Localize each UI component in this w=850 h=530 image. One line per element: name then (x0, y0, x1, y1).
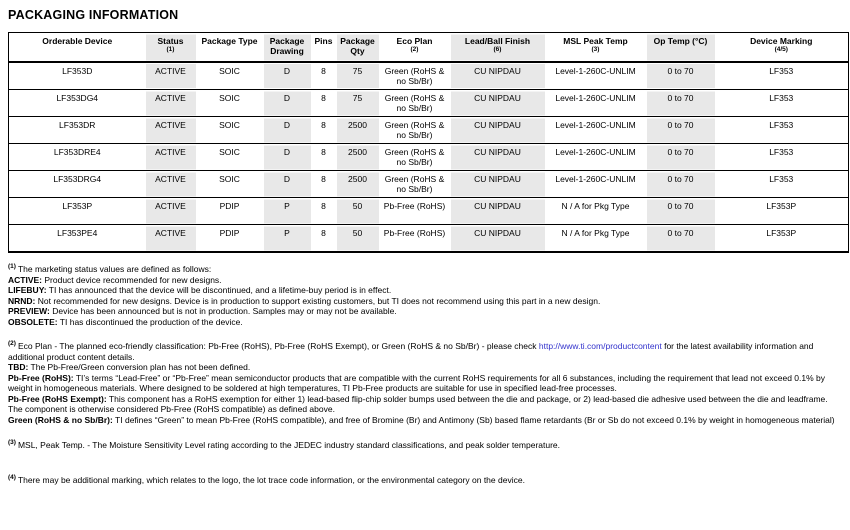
table-row (9, 144, 849, 171)
footnote-text: TBD: (8, 362, 29, 372)
footnote-text: TI defines “Green” to mean Pb-Free (RoHS compatible), and free of Bromine (Br) and Antimony (Sb) based flame retardants (Br or Sb do not exceed 0.1% by weight in homogeneous material) (112, 414, 835, 425)
footnote-marker: (1) (8, 263, 16, 270)
table-cell: ACTIVE (146, 144, 196, 171)
footnotes (8, 264, 844, 485)
page-title: PACKAGING INFORMATION (8, 8, 179, 22)
table-cell: Green (RoHS & no Sb/Br) (379, 144, 451, 171)
table-cell: Pb-Free (RoHS) (379, 198, 451, 225)
footnote-paragraph (8, 306, 844, 317)
column-header-label: MSL Peak Temp (563, 36, 628, 46)
table-cell: Green (RoHS & no Sb/Br) (379, 117, 451, 144)
table-cell: ACTIVE (146, 117, 196, 144)
table-row (9, 225, 849, 253)
table-cell: 75 (337, 62, 379, 90)
footnote-paragraph (8, 341, 844, 362)
table-cell: ACTIVE (146, 225, 196, 253)
table-cell: LF353 (769, 66, 794, 76)
footnote-text: Pb-Free (RoHS Exempt): (8, 393, 107, 404)
table-cell: Level-1-260C-UNLIM (545, 90, 647, 117)
table-cell: P (264, 225, 311, 253)
table-cell: LF353D (62, 66, 93, 76)
footnote-text: TI’s terms “Lead-Free” or “Pb-Free” mean semiconductor products that are compatible with the current RoHS requirements for all 6 substances, including the requirement that lead not exceed 0.1% by weight in homogeneous materials. Where designed to be soldered at high temperatures, TI Pb-Free products are suitable for use in specified lead-free processes. (8, 372, 825, 393)
footnote-text: for the latest availability information and additional product content details. (8, 341, 814, 362)
column-header-label: Status (157, 36, 184, 46)
footnote-marker: (2) (8, 340, 16, 347)
table-cell: LF353DRG4 (9, 171, 146, 198)
column-header-footnote-ref: (6) (493, 46, 502, 53)
footnote-text: There may be additional marking, which relates to the logo, the lot trace code information, or the environmental category on the device. (17, 474, 525, 485)
footnote-text: MSL, Peak Temp. - The Moisture Sensitivity Level rating according to the JEDEC industry standard classifications, and peak solder temperature. (17, 440, 561, 450)
table-cell: 0 to 70 (647, 62, 715, 90)
footnote-paragraph (8, 440, 844, 451)
column-header-op-temp-c (647, 33, 715, 63)
table-cell: SOIC (196, 90, 264, 117)
table-cell: ACTIVE (146, 198, 196, 225)
table-cell: 0 to 70 (647, 144, 715, 171)
footnote-paragraph (8, 394, 844, 415)
footnote-paragraph (8, 296, 844, 307)
table-cell: PDIP (196, 225, 264, 253)
column-header-footnote-ref: (1) (166, 46, 175, 53)
column-header-label: Device Marking (750, 36, 813, 46)
footnote-paragraph (8, 285, 844, 296)
product-content-link[interactable]: http://www.ti.com/productcontent (538, 341, 662, 351)
column-header-package-type (196, 33, 264, 63)
footnote-marker: (3) (8, 439, 16, 446)
table-cell: SOIC (196, 171, 264, 198)
table-cell: 8 (311, 144, 337, 171)
footnote-text: OBSOLETE: (8, 316, 58, 327)
table-cell: LF353P (9, 198, 146, 225)
column-header-footnote-ref: (2) (410, 46, 419, 53)
table-cell: LF353DG4 (9, 90, 146, 117)
table-cell: 8 (311, 225, 337, 253)
column-header-lead-ball-finish (451, 33, 545, 63)
column-header-device-marking (715, 33, 849, 63)
table-cell: N / A for Pkg Type (545, 225, 647, 253)
table-cell: CU NIPDAU (451, 225, 545, 253)
column-header-label: Orderable Device (42, 36, 113, 46)
column-header-status (146, 33, 196, 63)
table-cell: 0 to 70 (647, 90, 715, 117)
table-cell: 8 (311, 117, 337, 144)
table-cell: Level-1-260C-UNLIM (555, 66, 636, 76)
table-cell: LF353DRE4 (9, 144, 146, 171)
column-header-label: Package Drawing (269, 36, 305, 56)
footnote-text: NRND: (8, 295, 36, 306)
table-cell: P (264, 198, 311, 225)
table-cell: 8 (311, 171, 337, 198)
footnote-paragraph (8, 362, 844, 373)
footnote-text: TI has announced that the device will be discontinued, and a lifetime-buy period is in effect. (46, 285, 392, 295)
footnote-text: Green (RoHS & no Sb/Br): (8, 414, 113, 425)
footnote-text: The marketing status values are defined as follows: (17, 264, 212, 274)
column-header-label: Package Qty (340, 36, 375, 56)
packaging-table (8, 32, 849, 253)
table-cell: LF353P (715, 225, 849, 253)
table-cell: LF353 (715, 144, 849, 171)
column-header-label: Package Type (201, 36, 258, 46)
table-cell: ACTIVE (146, 171, 196, 198)
table-cell: CU NIPDAU (451, 144, 545, 171)
footnote-text: The Pb-Free/Green conversion plan has not been defined. (28, 362, 251, 372)
table-cell: 8 (311, 90, 337, 117)
table-cell: LF353 (715, 117, 849, 144)
table-cell: Pb-Free (RoHS) (379, 225, 451, 253)
column-header-package-drawing (264, 33, 311, 63)
table-cell: 2500 (337, 171, 379, 198)
table-cell: 50 (337, 225, 379, 253)
table-cell: D (264, 90, 311, 117)
footnote-paragraph (8, 475, 844, 486)
footnote-paragraph (8, 275, 844, 286)
footnote-text: Device has been announced but is not in production. Samples may or may not be available. (49, 306, 397, 316)
table-cell: 8 (311, 198, 337, 225)
table-header (9, 33, 849, 63)
footnote-2 (8, 341, 844, 425)
table-row (9, 198, 849, 225)
footnote-text: PREVIEW: (8, 306, 50, 316)
table-cell: CU NIPDAU (451, 90, 545, 117)
footnote-text: TI has discontinued the production of the device. (57, 316, 243, 327)
table-cell: 0 to 70 (647, 198, 715, 225)
column-header-msl-peak-temp (545, 33, 647, 63)
table-row (9, 117, 849, 144)
footnote-paragraph (8, 373, 844, 394)
table-row (9, 171, 849, 198)
column-header-footnote-ref: (4/5) (774, 46, 788, 53)
footnote-paragraph (8, 264, 844, 275)
column-header-eco-plan (379, 33, 451, 63)
table-cell: Level-1-260C-UNLIM (545, 117, 647, 144)
table-cell: Level-1-260C-UNLIM (545, 144, 647, 171)
table-cell: SOIC (196, 144, 264, 171)
table-cell: 75 (337, 90, 379, 117)
table-cell: D (264, 144, 311, 171)
header-row (9, 33, 849, 63)
footnote-paragraph (8, 317, 844, 328)
footnote-text: ACTIVE: (8, 274, 42, 285)
table-cell: ACTIVE (146, 90, 196, 117)
footnote-text: Eco Plan - The planned eco-friendly classification: Pb-Free (RoHS), Pb-Free (RoHS Exempt), or Green (RoHS & no Sb/Br) - please check (17, 341, 539, 351)
table-cell: LF353PE4 (9, 225, 146, 253)
footnote-text: Not recommended for new designs. Device is in production to support existing customers, but TI does not recommend using this part in a new design. (35, 295, 601, 306)
table-cell: 0 to 70 (647, 117, 715, 144)
column-header-label: Op Temp (°C) (653, 36, 708, 46)
footnote-3 (8, 440, 844, 451)
table-cell: Green (RoHS & no Sb/Br) (379, 90, 451, 117)
table-cell: CU NIPDAU (451, 62, 545, 90)
table-cell: CU NIPDAU (451, 198, 545, 225)
footnote-text: This component has a RoHS exemption for either 1) lead-based flip-chip solder bumps used between the die and package, or 2) lead-based die adhesive used between the die and leadframe. The component is otherwise considered Pb-Free (RoHS compatible) as defined above. (8, 393, 828, 414)
table-row (9, 62, 849, 90)
table-cell: SOIC (196, 117, 264, 144)
column-header-package-qty (337, 33, 379, 63)
column-header-orderable-device (9, 33, 146, 63)
footnote-paragraph (8, 415, 844, 426)
table-cell: N / A for Pkg Type (545, 198, 647, 225)
footnote-1 (8, 264, 844, 327)
table-cell: CU NIPDAU (451, 117, 545, 144)
table-cell: LF353 (715, 171, 849, 198)
table-cell: PDIP (196, 198, 264, 225)
table-row (9, 90, 849, 117)
table-cell: 0 to 70 (647, 225, 715, 253)
table-body (9, 62, 849, 252)
table-cell: CU NIPDAU (451, 171, 545, 198)
table-cell: LF353DR (9, 117, 146, 144)
footnote-4 (8, 475, 844, 486)
table-cell: 2500 (337, 117, 379, 144)
footnote-marker: (4) (8, 473, 16, 481)
table-cell: 2500 (337, 144, 379, 171)
column-header-label: Pins (314, 36, 333, 46)
table-cell: LF353P (715, 198, 849, 225)
column-header-footnote-ref: (3) (591, 46, 600, 53)
column-header-label: Eco Plan (396, 36, 433, 46)
table-cell: 8 (321, 66, 326, 76)
table-cell: Level-1-260C-UNLIM (545, 171, 647, 198)
table-cell: Green (RoHS & no Sb/Br) (379, 171, 451, 198)
table-cell: 0 to 70 (647, 171, 715, 198)
table-cell: ACTIVE (146, 62, 196, 90)
table-cell: 50 (337, 198, 379, 225)
table-cell: Green (RoHS & no Sb/Br) (384, 66, 445, 86)
footnote-text: Product device recommended for new designs. (42, 274, 222, 285)
table-cell: D (264, 171, 311, 198)
footnote-text: LIFEBUY: (8, 285, 47, 295)
table-cell: SOIC (219, 66, 240, 76)
table-cell: LF353 (715, 90, 849, 117)
footnote-text: Pb-Free (RoHS): (8, 372, 74, 383)
column-header-label: Lead/Ball Finish (464, 36, 531, 46)
column-header-pins (311, 33, 337, 63)
table-cell: D (264, 117, 311, 144)
table-cell: D (264, 62, 311, 90)
